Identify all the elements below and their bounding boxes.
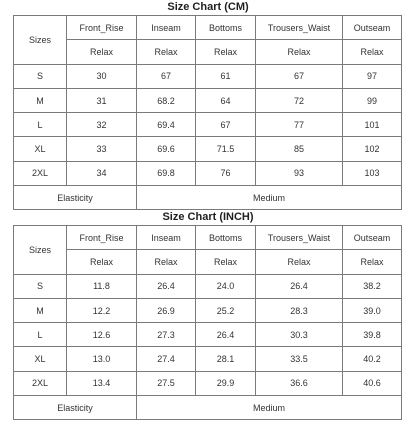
- header-outseam: Outseam: [343, 226, 402, 250]
- value-cell: 40.6: [343, 371, 402, 395]
- value-cell: 30.3: [256, 323, 343, 347]
- subheader-cell: Relax: [137, 250, 196, 274]
- value-cell: 71.5: [196, 137, 256, 161]
- header-bottoms: Bottoms: [196, 226, 256, 250]
- subheader-row: [14, 40, 402, 64]
- value-cell: 26.4: [256, 274, 343, 298]
- header-trousers-waist: Trousers_Waist: [256, 226, 343, 250]
- value-cell: 69.8: [137, 161, 196, 185]
- value-cell: 29.9: [196, 371, 256, 395]
- value-cell: 69.6: [137, 137, 196, 161]
- header-outseam: Outseam: [343, 16, 402, 40]
- value-cell: 40.2: [343, 347, 402, 371]
- size-chart-cm-table: [13, 15, 402, 210]
- value-cell: 26.4: [196, 323, 256, 347]
- value-cell: 77: [256, 113, 343, 137]
- header-row: [14, 226, 402, 250]
- elasticity-value: Medium: [137, 186, 402, 210]
- value-cell: 67: [196, 113, 256, 137]
- elasticity-row: [14, 396, 402, 420]
- elasticity-label: Elasticity: [14, 396, 137, 420]
- size-chart-inch-table: [13, 225, 402, 420]
- value-cell: 26.9: [137, 298, 196, 322]
- value-cell: 67: [137, 64, 196, 88]
- header-front-rise: Front_Rise: [67, 226, 137, 250]
- table-row: [14, 64, 402, 88]
- value-cell: 12.2: [67, 298, 137, 322]
- value-cell: 39.0: [343, 298, 402, 322]
- subheader-cell: Relax: [196, 250, 256, 274]
- value-cell: 26.4: [137, 274, 196, 298]
- value-cell: 28.1: [196, 347, 256, 371]
- sizes-header: Sizes: [14, 226, 67, 275]
- subheader-cell: Relax: [196, 40, 256, 64]
- header-inseam: Inseam: [137, 226, 196, 250]
- size-cell: 2XL: [14, 161, 67, 185]
- value-cell: 61: [196, 64, 256, 88]
- value-cell: 34: [67, 161, 137, 185]
- value-cell: 13.0: [67, 347, 137, 371]
- size-cell: L: [14, 323, 67, 347]
- value-cell: 72: [256, 88, 343, 112]
- header-trousers-waist: Trousers_Waist: [256, 16, 343, 40]
- table-row: [14, 88, 402, 112]
- subheader-cell: Relax: [67, 40, 137, 64]
- value-cell: 102: [343, 137, 402, 161]
- value-cell: 67: [256, 64, 343, 88]
- value-cell: 28.3: [256, 298, 343, 322]
- table-row: [14, 323, 402, 347]
- value-cell: 27.3: [137, 323, 196, 347]
- size-cell: L: [14, 113, 67, 137]
- table-row: [14, 347, 402, 371]
- value-cell: 103: [343, 161, 402, 185]
- value-cell: 25.2: [196, 298, 256, 322]
- subheader-cell: Relax: [67, 250, 137, 274]
- value-cell: 38.2: [343, 274, 402, 298]
- value-cell: 24.0: [196, 274, 256, 298]
- size-cell: S: [14, 274, 67, 298]
- sizes-header: Sizes: [14, 16, 67, 65]
- elasticity-value: Medium: [137, 396, 402, 420]
- value-cell: 27.5: [137, 371, 196, 395]
- value-cell: 31: [67, 88, 137, 112]
- value-cell: 36.6: [256, 371, 343, 395]
- size-cell: S: [14, 64, 67, 88]
- value-cell: 12.6: [67, 323, 137, 347]
- subheader-cell: Relax: [343, 250, 402, 274]
- size-chart-inch-title: Size Chart (INCH): [162, 211, 254, 223]
- value-cell: 39.8: [343, 323, 402, 347]
- table-row: [14, 298, 402, 322]
- elasticity-row: [14, 186, 402, 210]
- value-cell: 11.8: [67, 274, 137, 298]
- value-cell: 33: [67, 137, 137, 161]
- size-cell: 2XL: [14, 371, 67, 395]
- value-cell: 97: [343, 64, 402, 88]
- elasticity-label: Elasticity: [14, 186, 137, 210]
- header-inseam: Inseam: [137, 16, 196, 40]
- table-row: [14, 137, 402, 161]
- size-chart-cm-title: Size Chart (CM): [167, 1, 249, 13]
- table-row: [14, 371, 402, 395]
- subheader-row: [14, 250, 402, 274]
- value-cell: 101: [343, 113, 402, 137]
- size-cell: M: [14, 298, 67, 322]
- header-bottoms: Bottoms: [196, 16, 256, 40]
- header-row: [14, 16, 402, 40]
- value-cell: 99: [343, 88, 402, 112]
- size-cell: XL: [14, 137, 67, 161]
- subheader-cell: Relax: [256, 250, 343, 274]
- value-cell: 27.4: [137, 347, 196, 371]
- subheader-cell: Relax: [256, 40, 343, 64]
- value-cell: 68.2: [137, 88, 196, 112]
- table-row: [14, 274, 402, 298]
- table-row: [14, 113, 402, 137]
- header-front-rise: Front_Rise: [67, 16, 137, 40]
- size-cell: XL: [14, 347, 67, 371]
- value-cell: 69.4: [137, 113, 196, 137]
- value-cell: 13.4: [67, 371, 137, 395]
- value-cell: 33.5: [256, 347, 343, 371]
- value-cell: 32: [67, 113, 137, 137]
- subheader-cell: Relax: [343, 40, 402, 64]
- value-cell: 85: [256, 137, 343, 161]
- value-cell: 30: [67, 64, 137, 88]
- value-cell: 64: [196, 88, 256, 112]
- table-row: [14, 161, 402, 185]
- value-cell: 93: [256, 161, 343, 185]
- subheader-cell: Relax: [137, 40, 196, 64]
- size-cell: M: [14, 88, 67, 112]
- value-cell: 76: [196, 161, 256, 185]
